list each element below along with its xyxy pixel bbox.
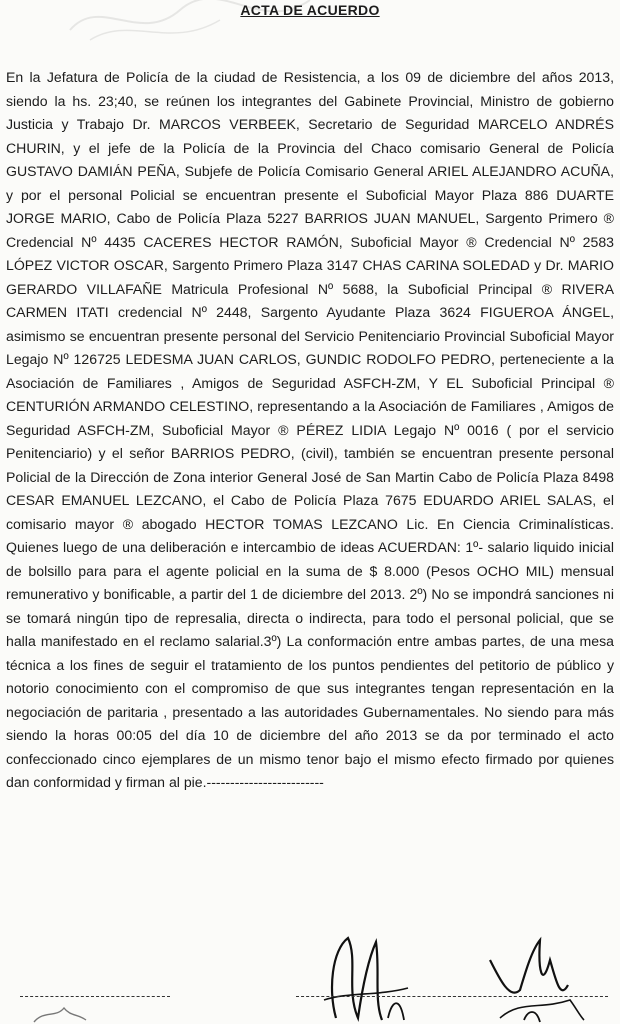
signature-line-right — [448, 996, 608, 997]
signature-right — [480, 930, 590, 1024]
signature-line-middle — [296, 996, 466, 997]
signature-left-fragment — [30, 1004, 90, 1024]
signature-middle — [318, 930, 428, 1024]
signature-line-left — [20, 996, 170, 997]
agreement-body: En la Jefatura de Policía de la ciudad de Resistencia, a los 09 de diciembre del años 2013, siendo la hs. 23;40, se reúnen los integrantes del Gabinete Provincial, Ministro de gobierno Justicia y Trabajo Dr. MARCOS VERBEEK, Secretario de Seguridad MARCELO ANDRÉS CHURIN, y el jefe de la Policía de la Provincia del Chaco comisario General de Policía GUSTAVO DAMIÁN PEÑA, Subjefe de Policía Comisario General ARIEL ALEJANDRO ACUÑA, y por el personal Policial se encuentran presente el Suboficial Mayor Plaza 886 DUARTE JORGE MARIO, Cabo de Policía Plaza 5227 BARRIOS JUAN MANUEL, Sargento Primero ® Credencial Nº 4435 CACERES HECTOR RAMÓN, Suboficial Mayor ® Credencial Nº 2583 LÓPEZ VICTOR OSCAR, Sargento Primero Plaza 3147 CHAS CARINA SOLEDAD y Dr. MARIO GERARDO VILLAFAÑE Matricula Profesional Nº 5688, la Suboficial Principal ® RIVERA CARMEN ITATI credencial Nº 2448, Sargento Ayudante Plaza 3624 FIGUEROA ÁNGEL, asimismo se encuentran presente personal del Servicio Penitenciario Provincial Suboficial Mayor Legajo Nº 126725 LEDESMA JUAN CARLOS, GUNDIC RODOLFO PEDRO, perteneciente a la Asociación de Familiares , Amigos de Seguridad ASFCH-ZM, Y EL Suboficial Principal ® CENTURIÓN ARMANDO CELESTINO, representando a la Asociación de Familiares , Amigos de Seguridad ASFCH-ZM, Suboficial Mayor ® PÉREZ LIDIA Legajo Nº 0016 ( por el servicio Penitenciario) y el señor BARRIOS PEDRO, (civil), también se encuentran presente personal Policial de la Dirección de Zona interior General José de San Martin Cabo de Policía Plaza 8498 CESAR EMANUEL LEZCANO, el Cabo de Policía Plaza 7675 EDUARDO ARIEL SALAS, el comisario mayor ® abogado HECTOR TOMAS LEZCANO Lic. En Ciencia Criminalísticas. Quienes luego de una deliberación e intercambio de ideas ACUERDAN: 1º- salario liquido inicial de bolsillo para para el agente policial en la suma de $ 8.000 (Pesos OCHO MIL) mensual remunerativo y bonificable, a partir del 1 de diciembre del 2013. 2º) No se impondrá sanciones ni se tomará ningún tipo de represalia, directa o indirecta, para todo el personal policial, que se halla manifestado en el reclamo salarial.3º) La conformación entre ambas partes, de una mesa técnica a los fines de seguir el tratamiento de los puntos pendientes del petitorio de público y notorio conocimiento con el compromiso de que sus integrantes tengan representación en la negociación de paritaria , presentado a las autoridades Gubernamentales. No siendo para más siendo la horas 00:05 del día 10 de diciembre del año 2013 se da por terminado el acto confeccionado cinco ejemplares de un mismo tenor bajo el mismo efecto firmado por quienes dan conformidad y firman al pie.------------------------- — [6, 69, 614, 790]
document-title: ACTA DE ACUERDO — [240, 2, 380, 18]
